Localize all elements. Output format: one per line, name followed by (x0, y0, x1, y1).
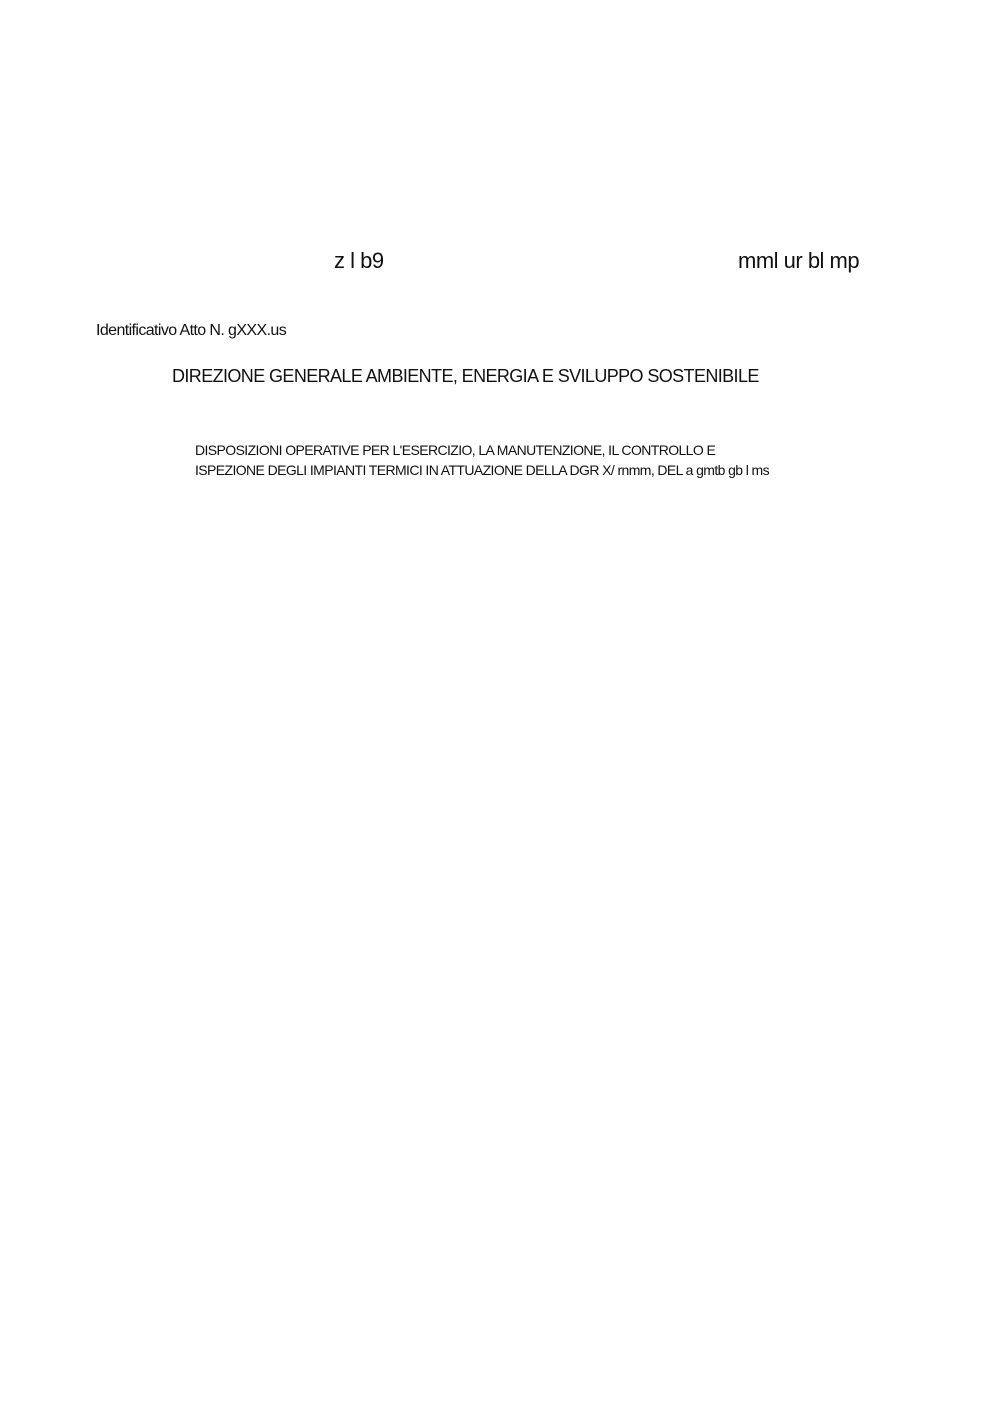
header-left-code: z l b9 (334, 248, 384, 273)
department-title: DIREZIONE GENERALE AMBIENTE, ENERGIA E SVILUPPO SOSTENIBILE (172, 366, 759, 386)
header-right-code: mml ur bl mp (738, 248, 860, 273)
subject-line-2: ISPEZIONE DEGLI IMPIANTI TERMICI IN ATTUAZIONE DELLA DGR X/ rnmm, DEL a gmtb gb l ms (195, 462, 770, 478)
subject-line-1: DISPOSIZIONI OPERATIVE PER L'ESERCIZIO, LA MANUTENZIONE, IL CONTROLLO E (195, 442, 716, 458)
identificativo-atto: Identificativo Atto N. gXXX.us (96, 322, 287, 339)
subject-block (195, 440, 875, 480)
